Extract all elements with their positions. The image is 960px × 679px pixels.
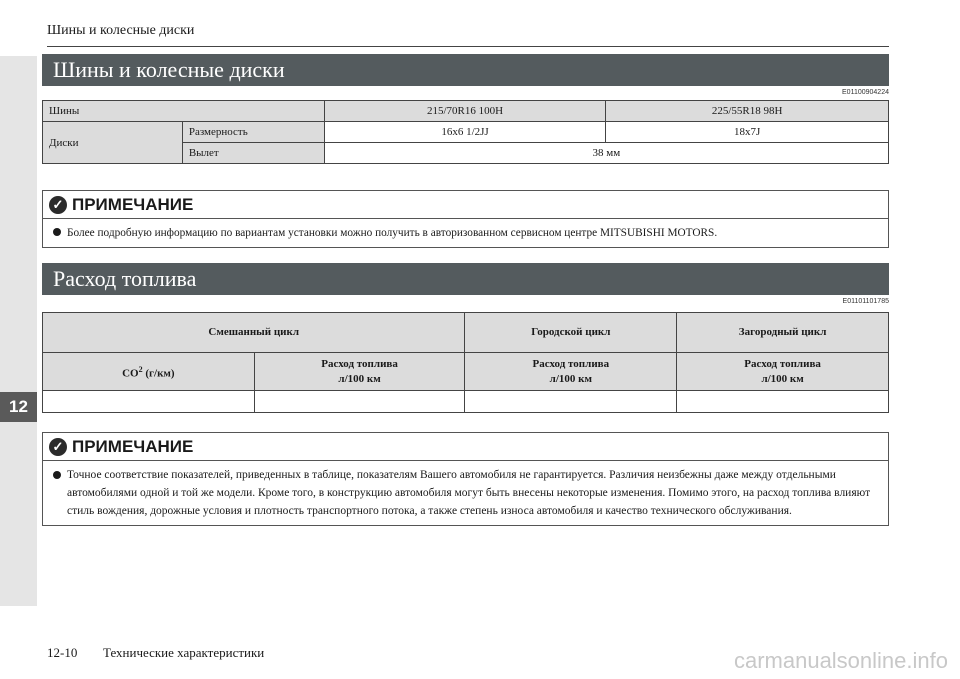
note-box-1 xyxy=(42,190,889,248)
note-body-1 xyxy=(43,219,888,247)
chapter-sidebar xyxy=(0,56,37,606)
tires-table xyxy=(42,100,889,164)
note-heading-1 xyxy=(43,191,888,219)
checkmark-icon: ✓ xyxy=(49,438,67,456)
chapter-tab: 12 xyxy=(0,392,37,422)
rim-offset-value: 38 мм xyxy=(324,143,888,164)
bullet-icon xyxy=(53,471,61,479)
tires-label: Шины xyxy=(43,101,325,122)
table-cell-empty xyxy=(677,391,889,413)
note-text-1: Более подробную информацию по вариантам установки можно получить в авторизованном сервисном центре MITSUBISHI MOTORS. xyxy=(67,227,718,239)
rim-offset-label: Вылет xyxy=(182,143,324,164)
col-mixed-cycle: Смешанный цикл xyxy=(43,313,465,353)
rim-size-label: Размерность xyxy=(182,122,324,143)
note-heading-2 xyxy=(43,433,888,461)
col-city-cycle: Городской цикл xyxy=(465,313,677,353)
note-body-2 xyxy=(43,461,888,525)
section-title-tires: Шины и колесные диски xyxy=(42,54,889,86)
col-highway-cycle: Загородный цикл xyxy=(677,313,889,353)
section-code-tires: E01100904224 xyxy=(842,89,889,96)
tire-size-1: 215/70R16 100H xyxy=(324,101,606,122)
fuel-header-city: Расход топлива л/100 км xyxy=(465,353,677,391)
note-heading-text-1: ПРИМЕЧАНИЕ xyxy=(72,194,194,214)
table-cell-empty xyxy=(43,391,255,413)
tire-size-2: 225/55R18 98H xyxy=(606,101,889,122)
table-cell-empty xyxy=(465,391,677,413)
bullet-icon xyxy=(53,228,61,236)
footer-title: Технические характеристики xyxy=(103,645,265,660)
rim-size-2: 18x7J xyxy=(606,122,889,143)
rims-label: Диски xyxy=(43,122,183,164)
note-text-2: Точное соответствие показателей, приведенных в таблице, показателям Вашего автомобиля не гарантируется. Различия неизбежны даже между отдельными автомобилями одной и той же модели. Кроме того, в конструкцию автомобиля могут быть внесены некоторые изменения. Помимо этого, на расход топлива влияют стиль вождения, дорожные условия и плотность транспортного потока, а также степень износа автомобиля и качество технического обслуживания. xyxy=(67,469,871,517)
section-code-fuel: E01101101785 xyxy=(842,298,889,305)
fuel-table xyxy=(42,312,889,413)
running-header: Шины и колесные диски xyxy=(47,23,195,38)
checkmark-icon: ✓ xyxy=(49,196,67,214)
co2-header: $CO^2$ (г/км) xyxy=(43,353,255,391)
watermark: carmanualsonline.info xyxy=(733,648,948,673)
note-heading-text-2: ПРИМЕЧАНИЕ xyxy=(72,436,194,456)
note-box-2 xyxy=(42,432,889,526)
rim-size-1: 16x6 1/2JJ xyxy=(324,122,606,143)
fuel-header-highway: Расход топлива л/100 км xyxy=(677,353,889,391)
fuel-header-mixed: Расход топлива л/100 км xyxy=(254,353,465,391)
page-number: 12-10 xyxy=(47,645,78,660)
header-divider xyxy=(47,46,889,47)
table-cell-empty xyxy=(254,391,465,413)
section-title-fuel: Расход топлива xyxy=(42,263,889,295)
